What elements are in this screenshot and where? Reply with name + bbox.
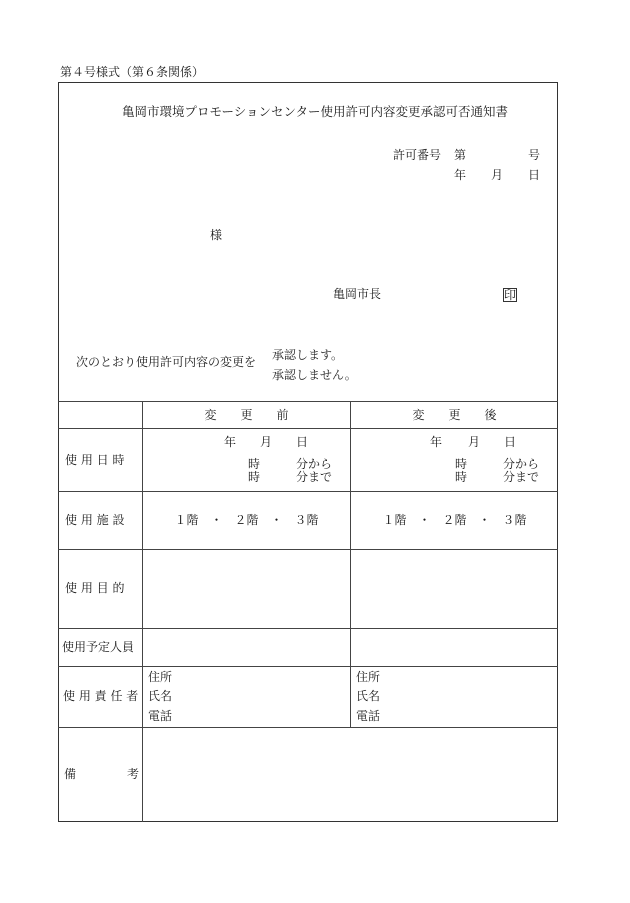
seal-mark: 印 <box>504 288 517 302</box>
issue-month-label: 月 <box>491 168 504 182</box>
row-label-people: 使用予定人員 <box>62 640 135 654</box>
after-responsible-phone: 電話 <box>356 709 381 723</box>
before-date-month: 月 <box>260 435 273 449</box>
before-start-hour: 時 <box>248 457 261 471</box>
after-date-year: 年 <box>430 435 443 449</box>
before-date-day: 日 <box>296 435 309 449</box>
issue-day-label: 日 <box>528 168 541 182</box>
decision-prefix: 次のとおり使用許可内容の変更を <box>76 355 257 369</box>
before-end-minutes-until: 分まで <box>296 470 333 484</box>
reject-option: 承認しません。 <box>272 368 357 382</box>
after-responsible-name: 氏名 <box>356 689 381 703</box>
form-frame <box>58 82 558 822</box>
row-label-responsible: 使 用 責 任 者 <box>63 689 139 703</box>
after-end-minutes-until: 分まで <box>503 470 540 484</box>
after-start-hour: 時 <box>455 457 468 471</box>
responsible-row-bottom-line <box>58 727 558 728</box>
before-responsible-phone: 電話 <box>148 709 173 723</box>
purpose-row-bottom-line <box>58 628 558 629</box>
row-label-notes-left: 備 <box>64 767 77 781</box>
before-start-minutes-from: 分から <box>296 457 333 471</box>
form-number: 第４号様式（第６条関係） <box>60 65 205 79</box>
document-title: 亀岡市環境プロモーションセンター使用許可内容変更承認可否通知書 <box>121 104 508 119</box>
before-facility-options: １階 ・ ２階 ・ ３階 <box>174 513 319 527</box>
permit-number-label: 許可番号 <box>393 148 442 162</box>
header-before: 変 更 前 <box>204 408 289 422</box>
header-bottom-line <box>58 428 558 429</box>
permit-dai-label: 第 <box>454 148 467 162</box>
header-after: 変 更 後 <box>412 408 497 422</box>
after-date-day: 日 <box>504 435 517 449</box>
row-label-notes-right: 考 <box>127 767 140 781</box>
people-row-bottom-line <box>58 666 558 667</box>
after-end-hour: 時 <box>455 470 468 484</box>
issue-year-label: 年 <box>454 168 467 182</box>
before-after-divider <box>350 401 351 727</box>
table-top-line <box>58 401 558 402</box>
before-responsible-name: 氏名 <box>148 689 173 703</box>
row-label-facility: 使 用 施 設 <box>65 513 125 527</box>
after-start-minutes-from: 分から <box>503 457 540 471</box>
date-row-bottom-line <box>58 491 558 492</box>
before-date-year: 年 <box>224 435 237 449</box>
row-label-purpose: 使 用 目 的 <box>65 581 125 595</box>
label-column-divider <box>142 401 143 822</box>
before-end-hour: 時 <box>248 470 261 484</box>
after-responsible-address: 住所 <box>356 670 381 684</box>
approve-option: 承認します。 <box>272 348 344 362</box>
after-date-month: 月 <box>468 435 481 449</box>
permit-go-label: 号 <box>528 148 541 162</box>
after-facility-options: １階 ・ ２階 ・ ３階 <box>382 513 527 527</box>
issuer-name: 亀岡市長 <box>333 287 382 301</box>
row-label-date: 使 用 日 時 <box>65 453 125 467</box>
recipient-suffix: 様 <box>210 228 223 242</box>
facility-row-bottom-line <box>58 549 558 550</box>
before-responsible-address: 住所 <box>148 670 173 684</box>
